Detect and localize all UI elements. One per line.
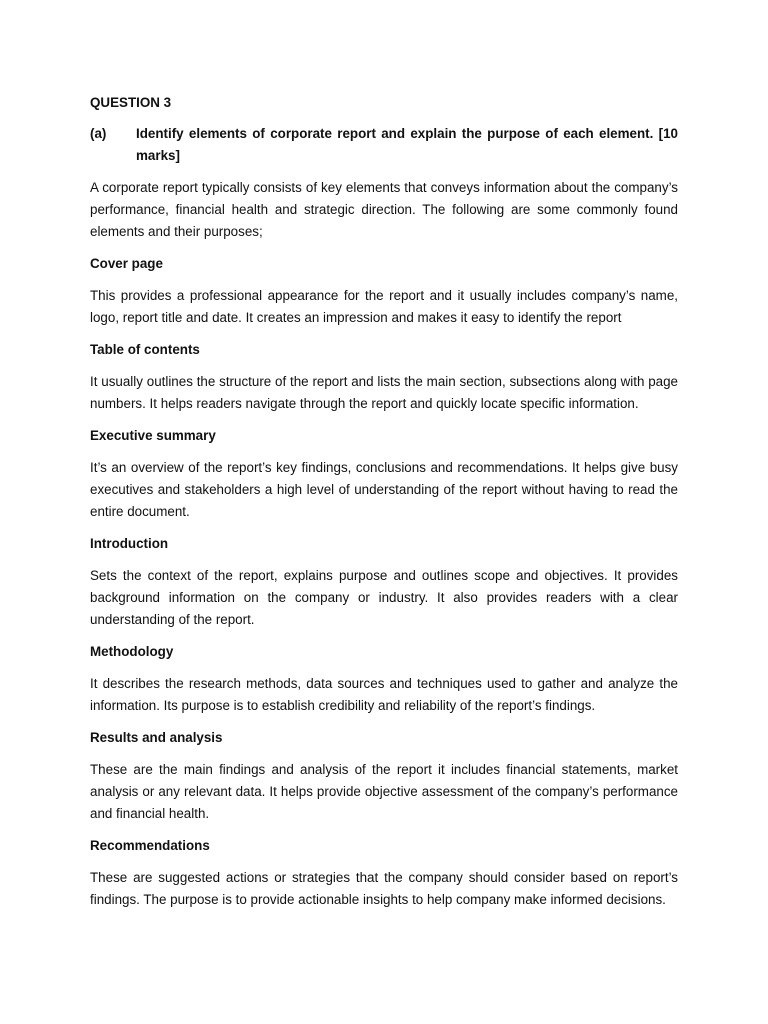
section-introduction — [90, 533, 678, 631]
question-part — [90, 123, 678, 167]
section-results-and-analysis — [90, 727, 678, 825]
section-table-of-contents — [90, 339, 678, 415]
section-body: These are the main findings and analysis of the report it includes financial statements, market analysis or any relevant data. It helps provide objective assessment of the company’s performance and financial health. — [90, 762, 678, 821]
section-heading: Recommendations — [90, 838, 210, 853]
section-heading: Introduction — [90, 536, 169, 551]
section-heading: Methodology — [90, 644, 174, 659]
section-body: This provides a professional appearance for the report and it usually includes company’s name, logo, report title and date. It creates an impression and makes it easy to identify the report — [90, 288, 678, 325]
section-body: Sets the context of the report, explains purpose and outlines scope and objectives. It provides background information on the company or industry. It also provides readers with a clear understanding of the report. — [90, 568, 678, 627]
section-cover-page — [90, 253, 678, 329]
section-heading: Executive summary — [90, 428, 216, 443]
question-part-label: (a) — [90, 126, 107, 141]
section-body: It describes the research methods, data sources and techniques used to gather and analyze the information. Its purpose is to establish credibility and reliability of the report’s findings. — [90, 676, 678, 713]
intro-paragraph: A corporate report typically consists of key elements that conveys information about the company’s performance, financial health and strategic direction. The following are some commonly found elements and their purposes; — [90, 180, 678, 239]
section-body: These are suggested actions or strategies that the company should consider based on report’s findings. The purpose is to provide actionable insights to help company make informed decisions. — [90, 870, 678, 907]
section-methodology — [90, 641, 678, 717]
question-title: QUESTION 3 — [90, 95, 172, 110]
section-heading: Cover page — [90, 256, 163, 271]
section-heading: Results and analysis — [90, 730, 223, 745]
section-body: It usually outlines the structure of the report and lists the main section, subsections along with page numbers. It helps readers navigate through the report and quickly locate specific information. — [90, 374, 678, 411]
section-heading: Table of contents — [90, 342, 200, 357]
document-content — [90, 92, 678, 911]
section-body: It’s an overview of the report’s key findings, conclusions and recommendations. It helps give busy executives and stakeholders a high level of understanding of the report without having to read the entire document. — [90, 460, 678, 519]
section-executive-summary — [90, 425, 678, 523]
question-part-text: Identify elements of corporate report and explain the purpose of each element. [10 marks] — [136, 126, 678, 163]
section-recommendations — [90, 835, 678, 911]
